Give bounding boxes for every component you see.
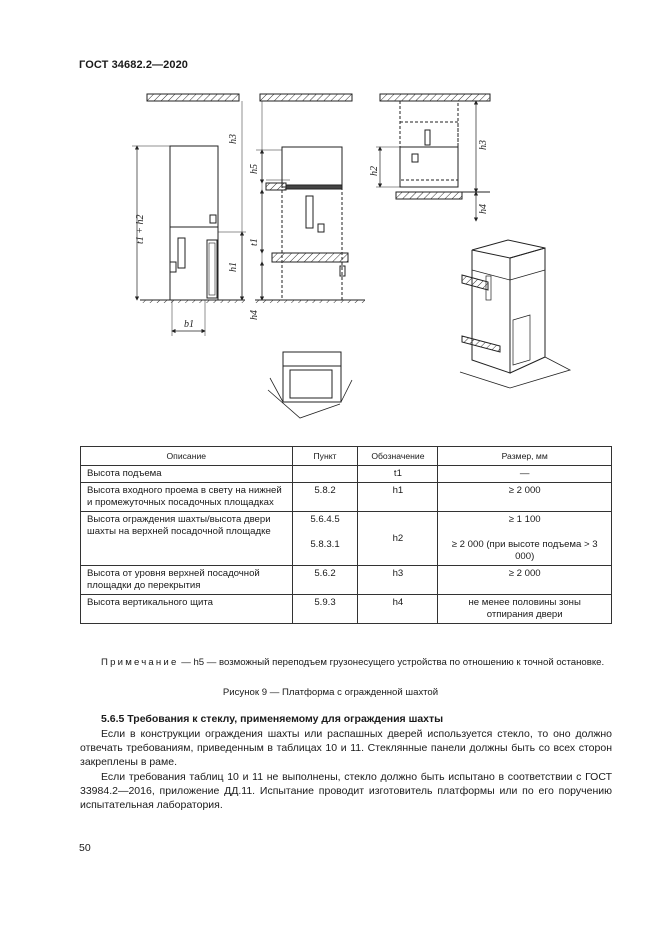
body-paragraph: Если в конструкции ограждения шахты или распашных дверей используется стекло, то оно должно отвечать требованиям, приведенным в таблицах 10 и 11. Стеклянные панели должны быть со всех сторон закреплены в раме. bbox=[80, 728, 612, 769]
table-header-row bbox=[81, 447, 612, 466]
cell-clause bbox=[292, 466, 358, 483]
cell-symbol: h4 bbox=[358, 595, 438, 624]
cell-clause bbox=[292, 512, 358, 566]
ceiling-slab-left bbox=[147, 94, 239, 101]
isometric-view bbox=[460, 240, 570, 388]
right-elevation-view bbox=[376, 101, 490, 221]
cell-size: — bbox=[438, 466, 612, 483]
cell-size bbox=[438, 512, 612, 566]
cell-size: ≥ 2 000 bbox=[438, 483, 612, 512]
table-note bbox=[80, 656, 612, 669]
cell-clause-line: 5.8.3.1 bbox=[310, 539, 340, 550]
table-row bbox=[81, 512, 612, 566]
col-header-size: Размер, мм bbox=[438, 447, 612, 466]
cell-size-line: ≥ 2 000 (при высоте подъема > 3 000) bbox=[451, 539, 598, 562]
cell-description: Высота входного проема в свету на нижней и промежуточных посадочных площадках bbox=[81, 483, 293, 512]
cell-clause: 5.6.2 bbox=[292, 566, 358, 595]
cell-clause: 5.8.2 bbox=[292, 483, 358, 512]
document-header: ГОСТ 34682.2—2020 bbox=[79, 59, 189, 71]
col-header-clause: Пункт bbox=[292, 447, 358, 466]
note-text: — h5 — возможный переподъем грузонесущего устройства по отношению к точной остановке. bbox=[181, 657, 605, 668]
table-row bbox=[81, 483, 612, 512]
cell-description: Высота подъема bbox=[81, 466, 293, 483]
body-paragraph: Если требования таблиц 10 и 11 не выполнены, стекло должно быть испытано в соответствии с ГОСТ 33984.2—2016, приложение ДД.11. Испытание проводит изготовитель платформы или по его поручению испытательная лаборатория. bbox=[80, 771, 612, 812]
figure-caption: Рисунок 9 — Платформа с огражденной шахтой bbox=[222, 687, 439, 698]
table-row bbox=[81, 595, 612, 624]
cell-symbol: h2 bbox=[358, 512, 438, 566]
shaft-figure bbox=[0, 0, 661, 440]
cell-size: ≥ 2 000 bbox=[438, 566, 612, 595]
plan-view bbox=[268, 352, 352, 418]
col-header-symbol: Обозначение bbox=[358, 447, 438, 466]
dim-label-h5: h5 bbox=[249, 164, 260, 174]
cell-symbol: h1 bbox=[358, 483, 438, 512]
note-label: Примечание bbox=[101, 657, 179, 668]
cell-clause-line: 5.6.4.5 bbox=[310, 514, 340, 525]
cell-description: Высота ограждения шахты/высота двери шахты на верхней посадочной площадке bbox=[81, 512, 293, 566]
cell-description: Высота от уровня верхней посадочной площадки до перекрытия bbox=[81, 566, 293, 595]
cell-size: не менее половины зоны отпирания двери bbox=[438, 595, 612, 624]
col-header-description: Описание bbox=[81, 447, 293, 466]
table-row bbox=[81, 466, 612, 483]
dimensions-table bbox=[80, 446, 612, 624]
cell-description: Высота вертикального щита bbox=[81, 595, 293, 624]
dim-label-t1: t1 bbox=[249, 238, 260, 246]
dim-label-h3-left: h3 bbox=[228, 134, 239, 144]
dim-label-h3-right: h3 bbox=[478, 140, 489, 150]
dim-label-b1: b1 bbox=[184, 319, 194, 330]
page-number: 50 bbox=[79, 842, 91, 854]
ceiling-slab-right bbox=[380, 94, 490, 101]
cell-symbol: t1 bbox=[358, 466, 438, 483]
dim-label-t1-h2: t1 + h2 bbox=[135, 214, 146, 244]
cell-symbol: h3 bbox=[358, 566, 438, 595]
table-row bbox=[81, 566, 612, 595]
cell-size-line: ≥ 1 100 bbox=[508, 514, 541, 525]
section-title: 5.6.5 Требования к стеклу, применяемому для ограждения шахты bbox=[101, 713, 444, 725]
dim-label-h2: h2 bbox=[369, 166, 380, 176]
dim-label-h1: h1 bbox=[228, 262, 239, 272]
middle-elevation-view bbox=[255, 101, 365, 303]
dim-label-h4-middle: h4 bbox=[249, 310, 260, 320]
dim-label-h4-right: h4 bbox=[478, 204, 489, 214]
ceiling-slab-middle bbox=[260, 94, 352, 101]
cell-clause: 5.9.3 bbox=[292, 595, 358, 624]
